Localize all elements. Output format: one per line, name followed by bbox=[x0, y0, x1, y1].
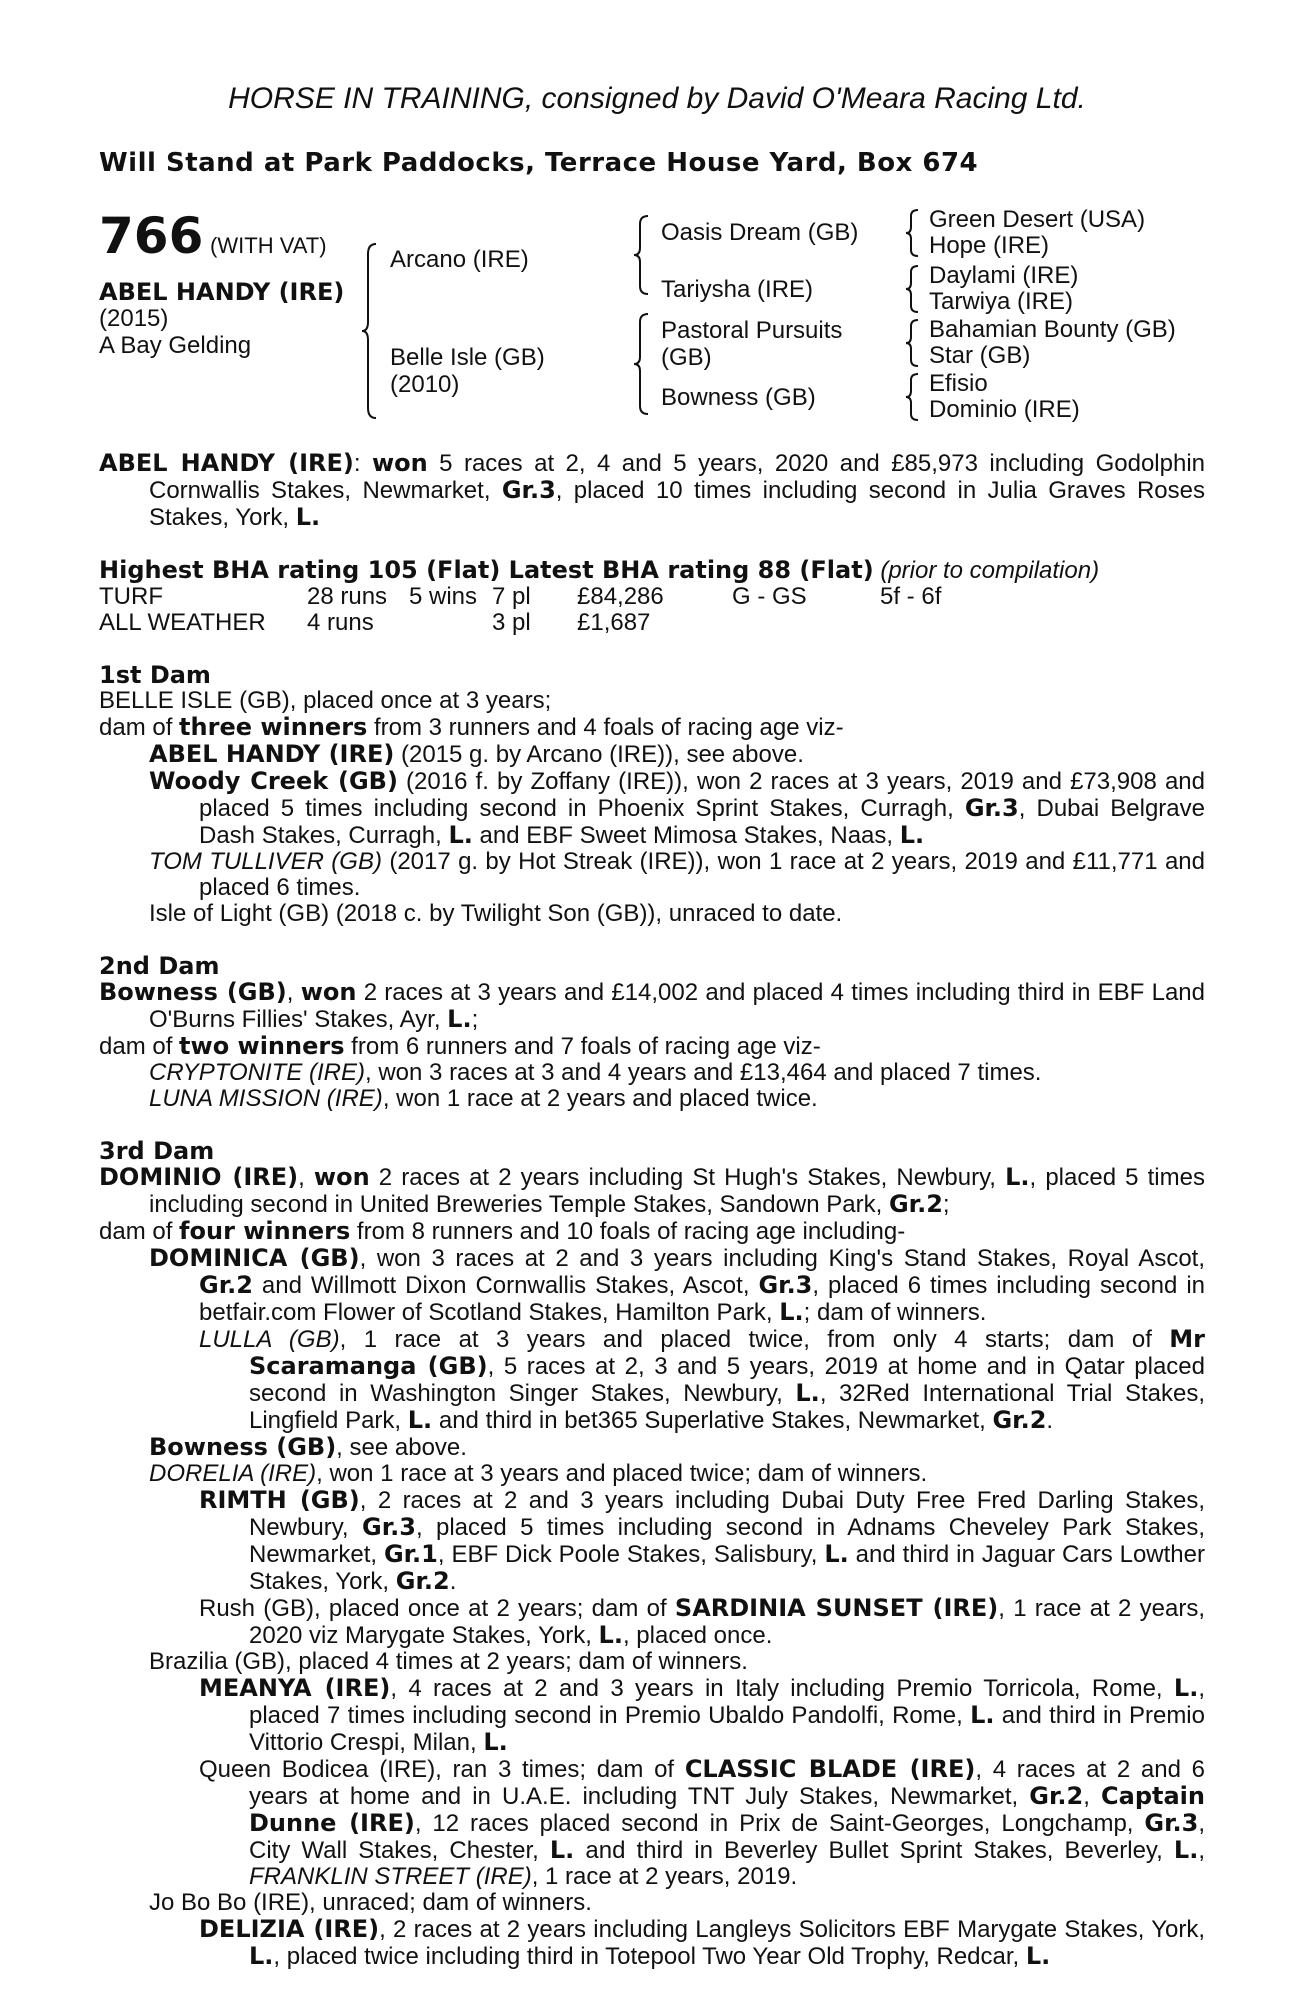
catalogue-body bbox=[99, 450, 1205, 1970]
turf-going: G - GS bbox=[732, 583, 807, 610]
pedigree-dam-line2: (2010) bbox=[390, 371, 460, 398]
second-dam-summary: Bowness (GB), won 2 races at 3 years and £14,002 and placed 4 times including third in EBF Land O'Burns Fillies' Stakes, Ayr, L.; bbox=[99, 978, 1205, 1033]
pedigree-block bbox=[0, 200, 1314, 440]
produce-isle-of-light: Isle of Light (GB) (2018 c. by Twilight Son (GB)), unraced to date. bbox=[149, 900, 843, 927]
pedigree-brace-dam bbox=[632, 312, 652, 416]
vat-label: (WITH VAT) bbox=[210, 233, 327, 258]
produce-rimth: RIMTH (GB), 2 races at 2 and 3 years including Dubai Duty Free Fred Darling Stakes, Newbury, Gr.3, placed 5 times including second in Adnams Cheveley Park Stakes, Newmarket, Gr.1, EBF Dick Poole Stakes, Salisbury, L. and third in Jaguar Cars Lowther Stakes, York, Gr.2. bbox=[199, 1486, 1205, 1595]
pedigree-sdd: Tarwiya (IRE) bbox=[929, 288, 1074, 315]
aw-money: £1,687 bbox=[577, 609, 651, 636]
pedigree-brace-sire bbox=[632, 214, 652, 296]
produce-luna-mission: LUNA MISSION (IRE), won 1 race at 2 years and placed twice. bbox=[149, 1085, 818, 1112]
turf-runs: 28 runs bbox=[307, 583, 388, 610]
pedigree-sds: Daylami (IRE) bbox=[929, 262, 1079, 289]
racing-stats bbox=[99, 584, 1205, 636]
turf-placed: 7 pl bbox=[492, 583, 531, 610]
produce-woody-creek: Woody Creek (GB) (2016 f. by Zoffany (IRE)), won 2 races at 3 years, 2019 and £73,908 and placed 5 times including second in Phoenix Sprint Stakes, Curragh, Gr.3, Dubai Belgrave Dash Stakes, Curragh, L. and EBF Sweet Mimosa Stakes, Naas, L. bbox=[149, 767, 1205, 849]
pedigree-dds: Efisio bbox=[929, 370, 988, 397]
turf-money: £84,286 bbox=[577, 583, 664, 610]
produce-jo-bo-bo: Jo Bo Bo (IRE), unraced; dam of winners. bbox=[149, 1889, 592, 1916]
first-dam-heading: 1st Dam bbox=[99, 661, 211, 689]
pedigree-ds-line1: Pastoral Pursuits bbox=[661, 317, 843, 344]
produce-queen-bodicea: Queen Bodicea (IRE), ran 3 times; dam of CLASSIC BLADE (IRE), 4 races at 2 and 6 years at home and in U.A.E. including TNT July Stakes, Newmarket, Gr.2, Captain Dunne (IRE), 12 races placed second in Prix de Saint-Georges, Longchamp, Gr.3, City Wall Stakes, Chester, L. and third in Beverley Bullet Sprint Stakes, Beverley, L., FRANKLIN STREET (IRE), 1 race at 2 years, 2019. bbox=[199, 1755, 1205, 1890]
third-dam-heading: 3rd Dam bbox=[99, 1137, 215, 1165]
third-dam-summary: DOMINIO (IRE), won 2 races at 2 years including St Hugh's Stakes, Newbury, L., placed 5 times including second in United Breweries Temple Stakes, Sandown Park, Gr.2; bbox=[99, 1163, 1205, 1218]
pedigree-brace-dd bbox=[904, 372, 922, 422]
third-dam-produce: dam of four winners from 8 runners and 10 foals of racing age including- bbox=[99, 1217, 906, 1245]
pedigree-ds-line2: (GB) bbox=[661, 344, 712, 371]
produce-dominica: DOMINICA (GB), won 3 races at 2 and 3 years including King's Stand Stakes, Royal Ascot, Gr.2 and Willmott Dixon Cornwallis Stakes, Ascot, Gr.3, placed 6 times including second in betfair.com Flower of Scotland Stakes, Hamilton Park, L.; dam of winners. bbox=[149, 1244, 1206, 1326]
horse-year: (2015) bbox=[99, 305, 169, 332]
aw-runs: 4 runs bbox=[307, 609, 374, 636]
second-dam-heading: 2nd Dam bbox=[99, 952, 220, 980]
pedigree-dss: Bahamian Bounty (GB) bbox=[929, 316, 1176, 343]
produce-bowness: Bowness (GB), see above. bbox=[149, 1433, 467, 1461]
bha-rating: Highest BHA rating 105 (Flat) Latest BHA rating 88 (Flat) (prior to compilation) bbox=[99, 556, 1100, 584]
produce-dorelia: DORELIA (IRE), won 1 race at 3 years and placed twice; dam of winners. bbox=[149, 1460, 928, 1487]
lot-number-row bbox=[99, 208, 327, 264]
produce-cryptonite: CRYPTONITE (IRE), won 3 races at 3 and 4 years and £13,464 and placed 7 times. bbox=[149, 1059, 1042, 1086]
pedigree-dd: Bowness (GB) bbox=[661, 384, 816, 411]
pedigree-sd: Tariysha (IRE) bbox=[661, 276, 814, 303]
pedigree-sss: Green Desert (USA) bbox=[929, 206, 1146, 233]
first-dam-line: BELLE ISLE (GB), placed once at 3 years; bbox=[99, 687, 552, 714]
produce-meanya: MEANYA (IRE), 4 races at 2 and 3 years in Italy including Premio Torricola, Rome, L., placed 7 times including second in Premio Ubaldo Pandolfi, Rome, L. and third in Premio Vittorio Crespi, Milan, L. bbox=[199, 1674, 1205, 1756]
pedigree-brace-ds bbox=[904, 318, 922, 368]
aw-label: ALL WEATHER bbox=[99, 609, 266, 636]
produce-tom-tulliver: TOM TULLIVER (GB) (2017 g. by Hot Streak (IRE)), won 1 race at 2 years, 2019 and £11,771 and placed 6 times. bbox=[149, 848, 1205, 901]
produce-lulla: LULLA (GB), 1 race at 3 years and placed twice, from only 4 starts; dam of Mr Scaramanga (GB), 5 races at 2, 3 and 5 years, 2019 at home and in Qatar placed second in Washington Singer Stakes, Newbury, L., 32Red International Trial Stakes, Lingfield Park, L. and third in bet365 Superlative Stakes, Newmarket, Gr.2. bbox=[199, 1325, 1206, 1434]
second-dam-produce: dam of two winners from 6 runners and 7 foals of racing age viz- bbox=[99, 1032, 821, 1060]
produce-delizia: DELIZIA (IRE), 2 races at 2 years including Langleys Solicitors EBF Marygate Stakes, York, L., placed twice including third in Totepool Two Year Old Trophy, Redcar, L. bbox=[199, 1915, 1206, 1970]
produce-abel-handy: ABEL HANDY (IRE) (2015 g. by Arcano (IRE)), see above. bbox=[149, 740, 804, 768]
horse-description: A Bay Gelding bbox=[99, 332, 252, 359]
pedigree-dam-line1: Belle Isle (GB) bbox=[390, 344, 545, 371]
pedigree-brace-sd bbox=[904, 264, 922, 314]
aw-placed: 3 pl bbox=[492, 609, 531, 636]
pedigree-brace-ss bbox=[904, 208, 922, 258]
produce-brazilia: Brazilia (GB), placed 4 times at 2 years; dam of winners. bbox=[149, 1648, 748, 1675]
lot-number: 766 bbox=[99, 207, 204, 265]
horse-summary: ABEL HANDY (IRE): won 5 races at 2, 4 and 5 years, 2020 and £85,973 including Godolphin Cornwallis Stakes, Newmarket, Gr.3, placed 10 times including second in Julia Graves Roses Stakes, York, L. bbox=[99, 449, 1205, 531]
turf-label: TURF bbox=[99, 583, 163, 610]
pedigree-ssd: Hope (IRE) bbox=[929, 232, 1050, 259]
produce-rush: Rush (GB), placed once at 2 years; dam of SARDINIA SUNSET (IRE), 1 race at 2 years, 2020 viz Marygate Stakes, York, L., placed once. bbox=[199, 1594, 1206, 1649]
pedigree-dsd: Star (GB) bbox=[929, 342, 1031, 369]
first-dam-produce: dam of three winners from 3 runners and 4 foals of racing age viz- bbox=[99, 713, 844, 741]
turf-distance: 5f - 6f bbox=[880, 583, 942, 610]
turf-wins: 5 wins bbox=[409, 583, 478, 610]
horse-name: ABEL HANDY (IRE) bbox=[99, 278, 345, 306]
stand-location: Will Stand at Park Paddocks, Terrace House Yard, Box 674 bbox=[99, 148, 979, 178]
pedigree-ddd: Dominio (IRE) bbox=[929, 396, 1080, 423]
pedigree-brace-main bbox=[360, 242, 380, 420]
consignment-line: HORSE IN TRAINING, consigned by David O'Meara Racing Ltd. bbox=[228, 82, 1086, 115]
pedigree-ss: Oasis Dream (GB) bbox=[661, 219, 859, 246]
pedigree-sire: Arcano (IRE) bbox=[390, 246, 529, 273]
